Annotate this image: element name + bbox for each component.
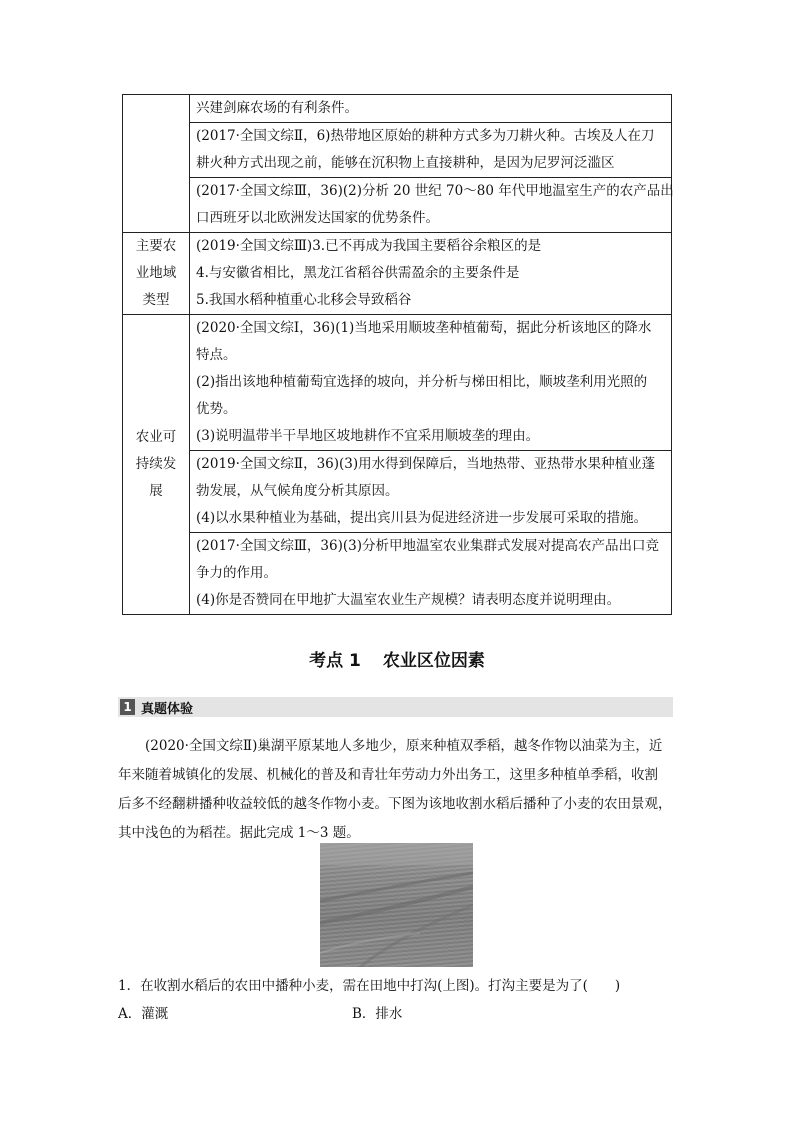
passage-line: (2020·全国文综Ⅱ)巢湖平原某地人多地少，原来种植双季稻，越冬作物以油菜为主，近 bbox=[145, 738, 663, 754]
cell-line: 耕火种方式出现之前，能够在沉积物上直接耕种，是因为尼罗河泛滥区 bbox=[196, 155, 615, 171]
category-cell-continued bbox=[123, 95, 190, 233]
option-a: A．灌溉 bbox=[118, 1006, 169, 1022]
cell-line: (2019·全国文综Ⅲ)3.已不再成为我国主要稻谷余粮区的是 bbox=[196, 238, 542, 254]
cell-line: (2017·全国文综Ⅲ，36)(2)分析 20 世纪 70～80 年代甲地温室生产的农产品出 bbox=[196, 183, 674, 199]
cell-line: (4)以水果种植业为基础，提出宾川县为促进经济进一步发展可采取的措施。 bbox=[196, 510, 648, 526]
table-row bbox=[123, 451, 672, 533]
farmland-photo-drawing bbox=[320, 843, 473, 967]
cell-line: (2017·全国文综Ⅲ，36)(3)分析甲地温室农业集群式发展对提高农产品出口竞 bbox=[196, 538, 660, 554]
exam-question-table bbox=[122, 94, 672, 615]
category-label: 农业可 持续发 展 bbox=[135, 429, 177, 499]
question-1: 1．在收割水稻后的农田中播种小麦，需在田地中打沟(上图)。打沟主要是为了( ) bbox=[118, 978, 621, 994]
question-cell bbox=[190, 178, 672, 233]
table-row bbox=[123, 123, 672, 178]
table-row bbox=[123, 315, 672, 451]
subsection-label-bar bbox=[118, 697, 673, 717]
category-cell-agricultural-regions bbox=[123, 233, 190, 315]
question-cell bbox=[190, 95, 672, 123]
passage-line: 后多不经翻耕播种收益较低的越冬作物小麦。下图为该地收割水稻后播种了小麦的农田景观， bbox=[118, 796, 672, 812]
table-row bbox=[123, 533, 672, 615]
passage-line: 其中浅色的为稻茬。据此完成 1～3 题。 bbox=[118, 825, 360, 841]
subsection-number-badge: 1 bbox=[120, 699, 135, 715]
question-cell bbox=[190, 533, 672, 615]
cell-line: 特点。 bbox=[196, 347, 237, 363]
question-cell bbox=[190, 123, 672, 178]
table-row bbox=[123, 95, 672, 123]
section-number: 考点 1 bbox=[309, 651, 361, 671]
cell-line: 5.我国水稻种植重心北移会导致稻谷 bbox=[196, 292, 412, 308]
cell-line: (2019·全国文综Ⅱ，36)(3)用水得到保障后，当地热带、亚热带水果种植业蓬 bbox=[196, 456, 656, 472]
category-label: 主要农 业地域 类型 bbox=[135, 238, 177, 308]
cell-line: (2020·全国文综Ⅰ，36)(1)当地采用顺坡垄种植葡萄，据此分析该地区的降水 bbox=[196, 320, 652, 336]
farmland-photo bbox=[320, 843, 473, 967]
section-heading bbox=[0, 646, 794, 671]
category-cell-sustainable-agriculture bbox=[123, 315, 190, 615]
question-cell bbox=[190, 233, 672, 315]
cell-line: 兴建剑麻农场的有利条件。 bbox=[196, 100, 358, 116]
option-b: B．排水 bbox=[352, 1006, 403, 1022]
subsection-label: 真题体验 bbox=[141, 701, 194, 717]
reading-passage bbox=[118, 732, 676, 848]
cell-line: (3)说明温带半干旱地区坡地耕作不宜采用顺坡垄的理由。 bbox=[196, 428, 540, 444]
cell-line: 口西班牙以北欧洲发达国家的优势条件。 bbox=[196, 210, 439, 226]
cell-line: (4)你是否赞同在甲地扩大温室农业生产规模？请表明态度并说明理由。 bbox=[196, 592, 621, 608]
cell-line: (2)指出该地种植葡萄宜选择的坡向，并分析与梯田相比，顺坡垄利用光照的 bbox=[196, 374, 648, 390]
cell-line: 勃发展，从气候角度分析其原因。 bbox=[196, 483, 399, 499]
cell-line: 优势。 bbox=[196, 401, 237, 417]
passage-line: 年来随着城镇化的发展、机械化的普及和青壮年劳动力外出务工，这里多种植单季稻，收割 bbox=[118, 767, 658, 783]
section-title: 农业区位因素 bbox=[382, 651, 485, 671]
cell-line: (2017·全国文综Ⅱ，6)热带地区原始的耕种方式多为刀耕火种。古埃及人在刀 bbox=[196, 128, 655, 144]
table-row bbox=[123, 233, 672, 315]
question-cell bbox=[190, 315, 672, 451]
table-row bbox=[123, 178, 672, 233]
question-cell bbox=[190, 451, 672, 533]
cell-line: 4.与安徽省相比，黑龙江省稻谷供需盈余的主要条件是 bbox=[196, 265, 520, 281]
cell-line: 争力的作用。 bbox=[196, 565, 277, 581]
